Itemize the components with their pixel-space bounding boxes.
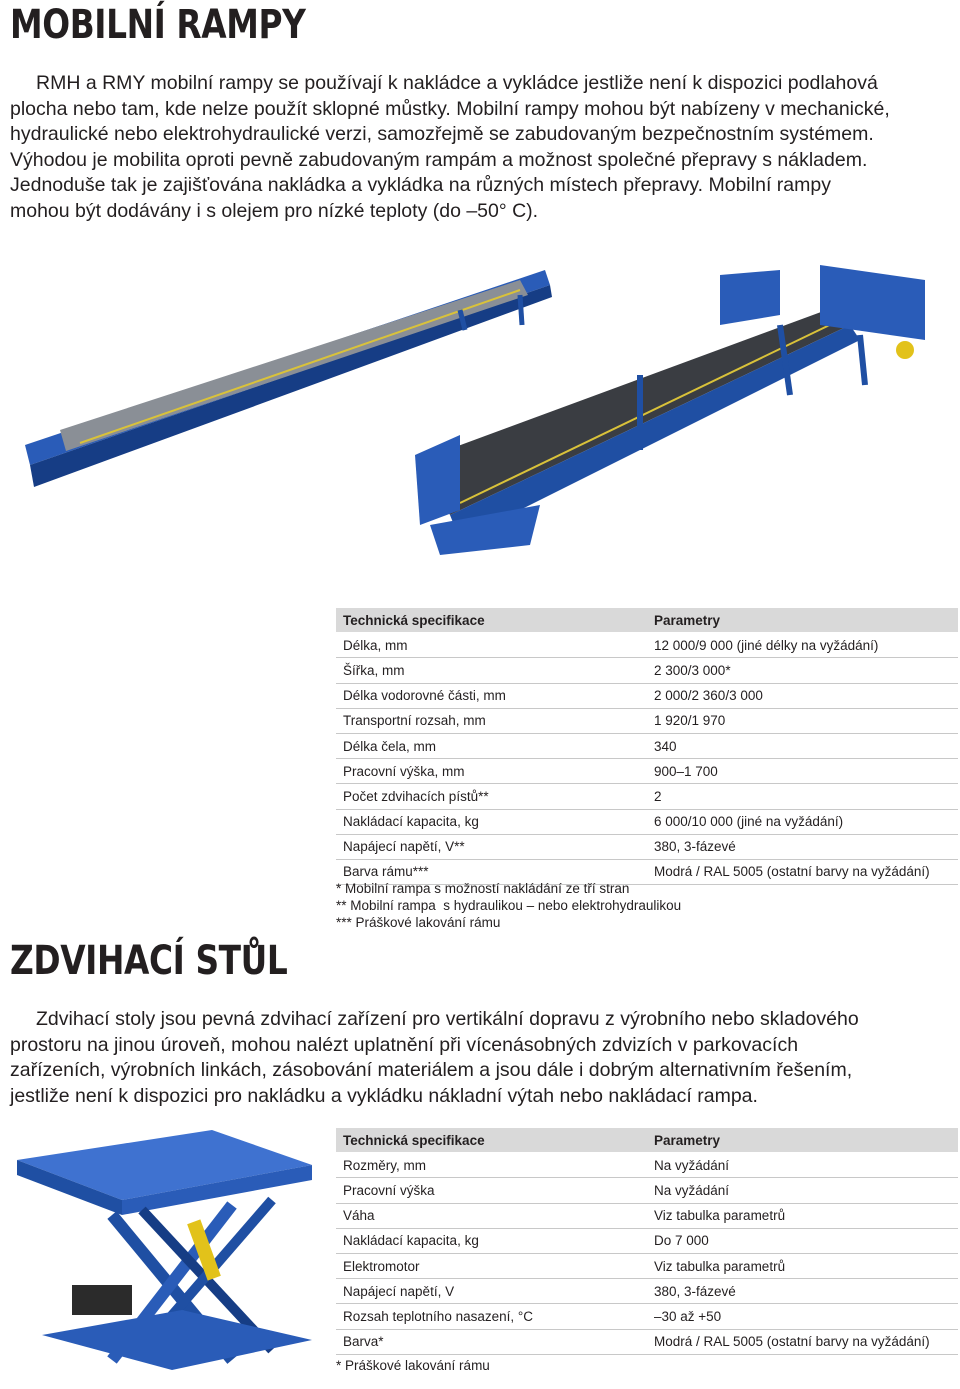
spec-label: Délka vodorovné části, mm: [336, 683, 647, 708]
spec-value: Viz tabulka parametrů: [647, 1203, 958, 1228]
table-header-row: [336, 1128, 958, 1153]
table-row: [336, 1153, 958, 1178]
spec-label: Délka čela, mm: [336, 733, 647, 758]
table-row: [336, 1178, 958, 1203]
table-row: [336, 834, 958, 859]
spec-label: Barva rámu***: [336, 859, 647, 884]
intro-line: Výhodou je mobilita oproti pevně zabudovaným rampám a možnost společné přepravy s nákladem.: [10, 148, 868, 171]
table-row: [336, 658, 958, 683]
intro-line: prostoru na jinou úroveň, mohou nalézt uplatnění při vícenásobných zdvizích v parkovacích: [10, 1033, 799, 1056]
spec-label: Nakládací kapacita, kg: [336, 809, 647, 834]
table-row: [336, 784, 958, 809]
intro-line: hydraulické nebo elektrohydraulické verzi, samozřejmě se zabudovaným bezpečnostním systémem.: [10, 123, 874, 145]
table-row: [336, 708, 958, 733]
section-title-mobile-ramps: MOBILNÍ RAMPY: [10, 2, 306, 48]
spec-value: Modrá / RAL 5005 (ostatní barvy na vyžádání): [647, 859, 958, 884]
table-row: [336, 1253, 958, 1278]
footnote: * Mobilní rampa s možností nakládání ze tří stran: [336, 881, 630, 896]
spec-label: Napájecí napětí, V**: [336, 834, 647, 859]
lifting-table-intro: [10, 1007, 960, 1109]
spec-label: Elektromotor: [336, 1253, 647, 1278]
table-row: [336, 1329, 958, 1354]
spec-value: Na vyžádání: [647, 1178, 958, 1203]
intro-line: Jednoduše tak je zajišťována nakládka a vykládka na různých místech přepravy. Mobilní rampy: [10, 174, 831, 196]
spec-value: Modrá / RAL 5005 (ostatní barvy na vyžádání): [647, 1329, 958, 1354]
spec-label: Rozměry, mm: [336, 1153, 647, 1178]
table-row: [336, 759, 958, 784]
table-row: [336, 683, 958, 708]
section-title-lifting-table: ZDVIHACÍ STŮL: [10, 938, 288, 984]
table-header-row: [336, 608, 958, 633]
spec-value: 6 000/10 000 (jiné na vyžádání): [647, 809, 958, 834]
table-row: [336, 1228, 958, 1253]
lifting-table-notes: [336, 1357, 490, 1374]
mobile-ramps-image: [20, 255, 940, 575]
spec-value: 2: [647, 784, 958, 809]
spec-value: 900–1 700: [647, 759, 958, 784]
spec-value: 1 920/1 970: [647, 708, 958, 733]
spec-value: 340: [647, 733, 958, 758]
mobile-ramps-notes: [336, 880, 681, 931]
table-row: [336, 1279, 958, 1304]
header-spec: Technická specifikace: [336, 608, 647, 633]
footnote: * Práškové lakování rámu: [336, 1358, 490, 1373]
spec-label: Napájecí napětí, V: [336, 1279, 647, 1304]
header-params: Parametry: [647, 1128, 958, 1153]
spec-label: Rozsah teplotního nasazení, °C: [336, 1304, 647, 1329]
header-spec: Technická specifikace: [336, 1128, 647, 1153]
table-row: [336, 733, 958, 758]
table-row: [336, 1304, 958, 1329]
footnote: *** Práškové lakování rámu: [336, 915, 501, 930]
mobile-ramps-intro: [10, 71, 960, 224]
spec-value: 2 000/2 360/3 000: [647, 683, 958, 708]
table-row: [336, 633, 958, 658]
intro-line: mohou být dodávány i s olejem pro nízké teploty (do –50° C).: [10, 199, 539, 222]
spec-label: Pracovní výška: [336, 1178, 647, 1203]
intro-line: Zdvihací stoly jsou pevná zdvihací zařízení pro vertikální dopravu z výrobního nebo skladového: [36, 1008, 859, 1030]
intro-line: plocha nebo tam, kde nelze použít sklopné můstky. Mobilní rampy mohou být nabízeny v mechanické,: [10, 97, 890, 120]
spec-value: –30 až +50: [647, 1304, 958, 1329]
mobile-ramps-spec-table: [336, 608, 958, 885]
intro-line: zařízeních, výrobních linkách, zásobování materiálem a jsou dále i dobrým alternativním řešením,: [10, 1059, 853, 1081]
spec-label: Počet zdvihacích pístů**: [336, 784, 647, 809]
header-params: Parametry: [647, 608, 958, 633]
spec-value: Viz tabulka parametrů: [647, 1253, 958, 1278]
table-row: [336, 1203, 958, 1228]
spec-value: 380, 3-fázevé: [647, 834, 958, 859]
spec-label: Šířka, mm: [336, 658, 647, 683]
spec-label: Pracovní výška, mm: [336, 759, 647, 784]
table-row: [336, 809, 958, 834]
intro-line: jestliže není k dispozici pro nakládku a vykládku nákladní výtah nebo nakládací rampa.: [10, 1084, 758, 1107]
footnote: ** Mobilní rampa s hydraulikou – nebo elektrohydraulikou: [336, 898, 682, 913]
intro-line: RMH a RMY mobilní rampy se používají k nakládce a vykládce jestliže není k dispozici podlahová: [36, 72, 878, 94]
spec-value: 380, 3-fázevé: [647, 1279, 958, 1304]
spec-label: Nakládací kapacita, kg: [336, 1228, 647, 1253]
spec-value: 12 000/9 000 (jiné délky na vyžádání): [647, 633, 958, 658]
lifting-table-image: [12, 1125, 322, 1385]
spec-label: Barva*: [336, 1329, 647, 1354]
spec-value: Na vyžádání: [647, 1153, 958, 1178]
spec-label: Délka, mm: [336, 633, 647, 658]
spec-value: 2 300/3 000*: [647, 658, 958, 683]
lifting-table-spec-table: [336, 1128, 958, 1355]
spec-value: Do 7 000: [647, 1228, 958, 1253]
spec-label: Váha: [336, 1203, 647, 1228]
spec-label: Transportní rozsah, mm: [336, 708, 647, 733]
